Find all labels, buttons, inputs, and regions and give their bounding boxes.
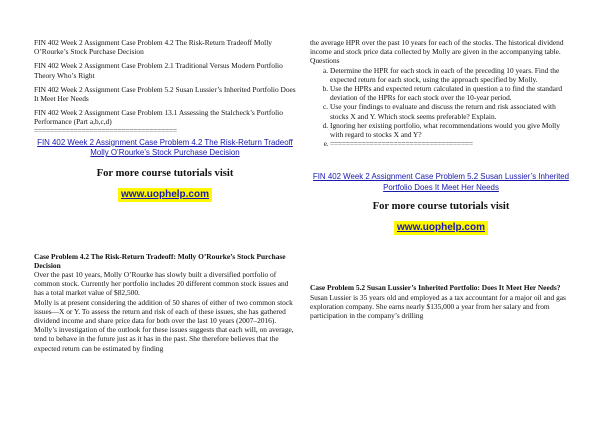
case-paragraph-2: Molly is at present considering the addition of 50 shares of either of two common stock issues—X or Y. To assess the return and risk of each of these issues, she has gathered dividend income and share price data for both over the last 10 years (2007–2016). Molly’s investigation of the outlook for these issues suggests that each will, on average, tend to behave in the future just as it has in the past. She therefore believes that the expected return can be estimated by finding bbox=[34, 297, 294, 353]
case-heading: Case Problem 4.2 The Risk-Return Tradeoff: Molly O’Rourke’s Stock Purchase Decision bbox=[34, 251, 286, 270]
question-item: b. Use the HPRs and expected return calculated in question a to find the standard deviation of the HPRs for each stock over the 10-year period. bbox=[330, 84, 572, 102]
course-link[interactable]: FIN 402 Week 2 Assignment Case Problem 5.2 Susan Lussier’s Inherited Portfolio Does It Meet Her Needs bbox=[312, 172, 570, 192]
case-paragraph: Susan Lussier is 35 years old and employed as a tax accountant for a major oil and gas exploration company. She earns nearly $135,000 a year from her salary and from participation in the company’s drilling bbox=[310, 292, 566, 321]
right-column bbox=[310, 38, 572, 320]
promo-text: For more course tutorials visit bbox=[96, 167, 234, 179]
question-item: d. Ignoring her existing portfolio, what recommendations would you give Molly with regard to stocks X and Y? bbox=[330, 121, 572, 139]
question-item: a. Determine the HPR for each stock in each of the preceding 10 years. Find the expected return for each stock, using the approach specified by Molly. bbox=[330, 66, 572, 84]
left-column bbox=[34, 38, 296, 353]
course-link[interactable]: FIN 402 Week 2 Assignment Case Problem 4.2 The Risk-Return Tradeoff Molly O’Rourke’s Stock Purchase Decision bbox=[37, 137, 293, 158]
course-item-4: FIN 402 Week 2 Assignment Case Problem 13.1 Assessing the Stalcheck’s Portfolio Performance (Part a,b,c,d) bbox=[34, 108, 283, 127]
course-item-3: FIN 402 Week 2 Assignment Case Problem 5.2 Susan Lussier’s Inherited Portfolio Does It Meet Her Needs bbox=[34, 84, 296, 104]
questions-label: Questions bbox=[310, 56, 340, 66]
course-item-2: FIN 402 Week 2 Assignment Case Problem 2.1 Traditional Versus Modern Portfolio Theory Who’s Right bbox=[34, 61, 283, 80]
separator-rule: ==================================== bbox=[34, 126, 177, 135]
question-item: c. Use your findings to evaluate and discuss the return and risk associated with stocks X and Y. Which stock seems preferable? Explain. bbox=[330, 102, 572, 120]
course-item-1: FIN 402 Week 2 Assignment Case Problem 4.2 The Risk-Return Tradeoff Molly O’Rourke’s Stock Purchase Decision bbox=[34, 38, 272, 57]
question-item: e. ==================================== bbox=[330, 139, 572, 148]
site-link[interactable]: www.uophelp.com bbox=[118, 188, 212, 202]
case-paragraph-1: Over the past 10 years, Molly O’Rourke has slowly built a diversified portfolio of common stock. Currently her portfolio includes 20 different common stock issues and has a total market value of $82,500. bbox=[34, 270, 289, 298]
intro-paragraph: the average HPR over the past 10 years for each of the stocks. The historical dividend income and stock price data collected by Molly are given in the accompanying table. bbox=[310, 38, 564, 57]
site-link[interactable]: www.uophelp.com bbox=[394, 221, 488, 235]
case-heading: Case Problem 5.2 Susan Lussier’s Inherited Portfolio: Does It Meet Her Needs? bbox=[310, 283, 561, 293]
promo-text: For more course tutorials visit bbox=[372, 201, 510, 213]
questions-list bbox=[310, 66, 572, 149]
